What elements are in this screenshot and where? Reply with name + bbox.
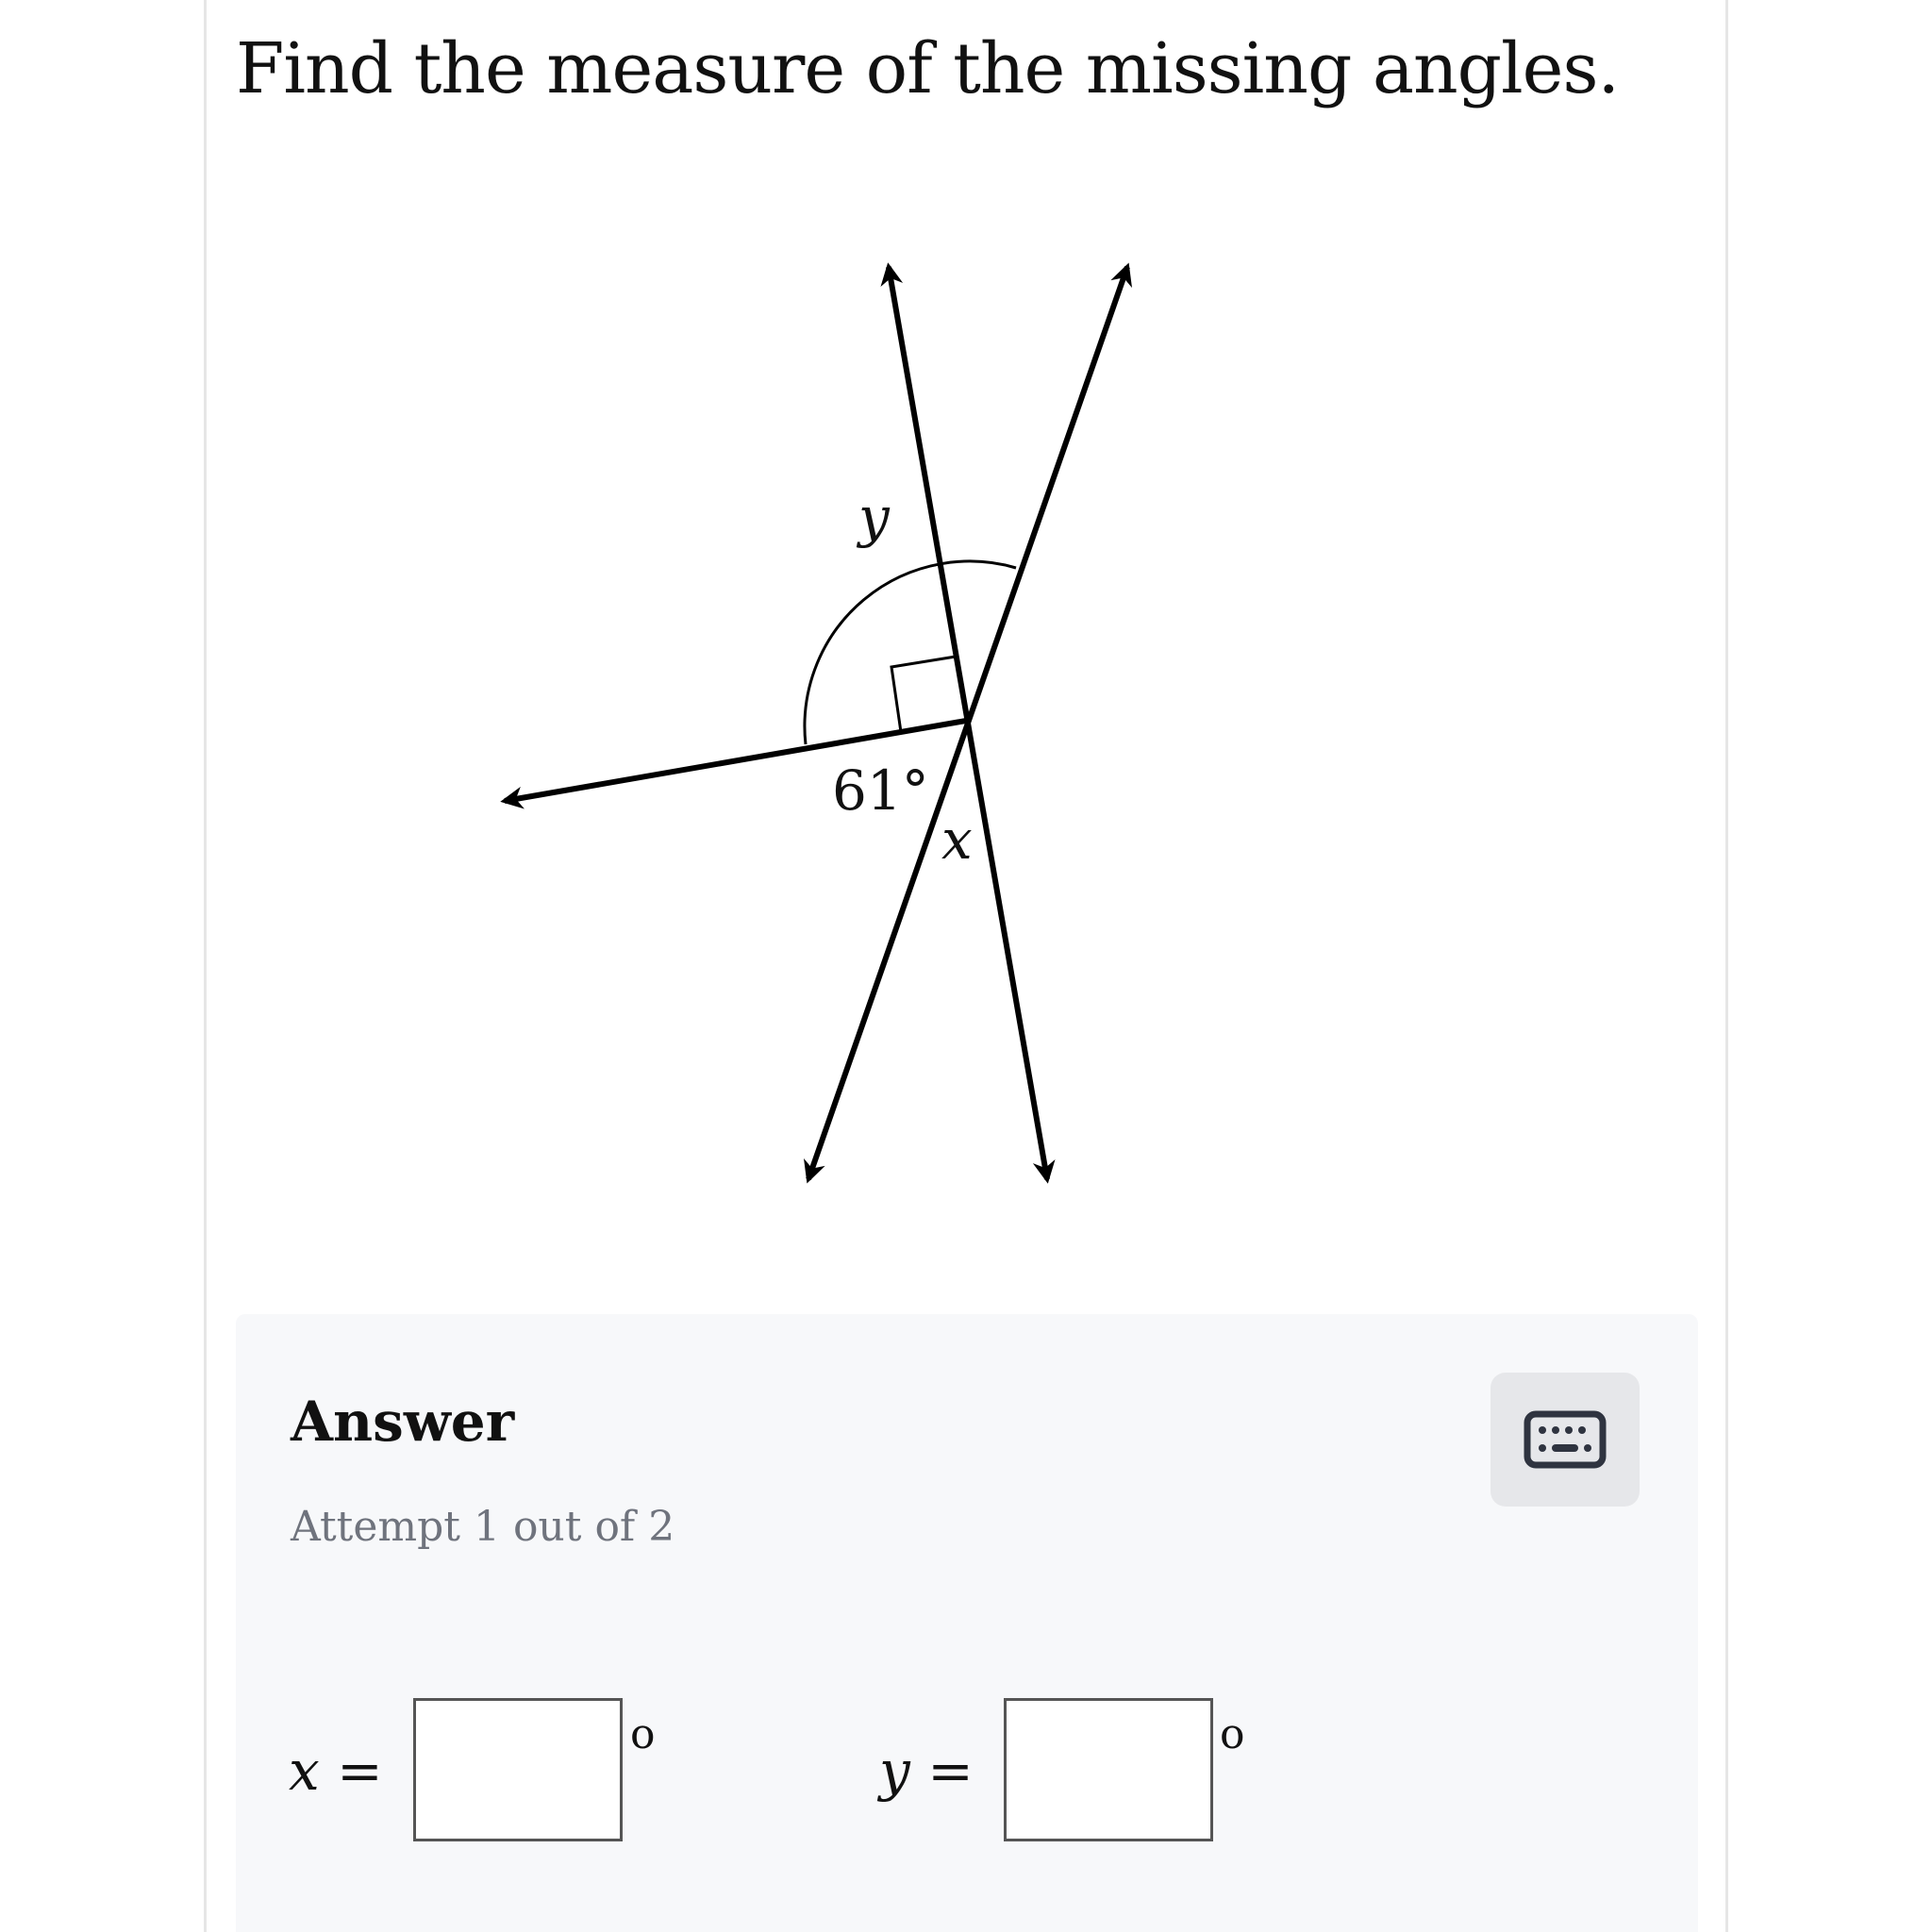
line-b — [808, 267, 1127, 1179]
y-field-label — [879, 1739, 974, 1803]
angle-given-label: 61° — [832, 758, 929, 823]
answer-panel — [236, 1314, 1698, 1932]
x-degree-symbol: o — [630, 1710, 656, 1758]
keyboard-toggle-button[interactable] — [1491, 1373, 1640, 1507]
angle-y-label: y — [858, 485, 890, 549]
y-degree-symbol: o — [1220, 1710, 1245, 1758]
right-angle-marker — [891, 657, 956, 732]
x-equals-sign: = — [337, 1739, 383, 1803]
x-variable: x — [289, 1739, 320, 1803]
keyboard-icon — [1524, 1410, 1607, 1469]
y-answer-input[interactable] — [1004, 1698, 1213, 1841]
angle-x-label: x — [941, 808, 973, 872]
attempt-counter: Attempt 1 out of 2 — [291, 1503, 675, 1551]
answer-title: Answer — [291, 1390, 515, 1454]
x-field-label — [289, 1739, 383, 1803]
angle-arc-y — [805, 561, 1016, 744]
x-answer-input[interactable] — [413, 1698, 623, 1841]
y-variable: y — [879, 1739, 910, 1803]
y-equals-sign: = — [927, 1739, 974, 1803]
question-text: Find the measure of the missing angles. — [236, 28, 1619, 109]
